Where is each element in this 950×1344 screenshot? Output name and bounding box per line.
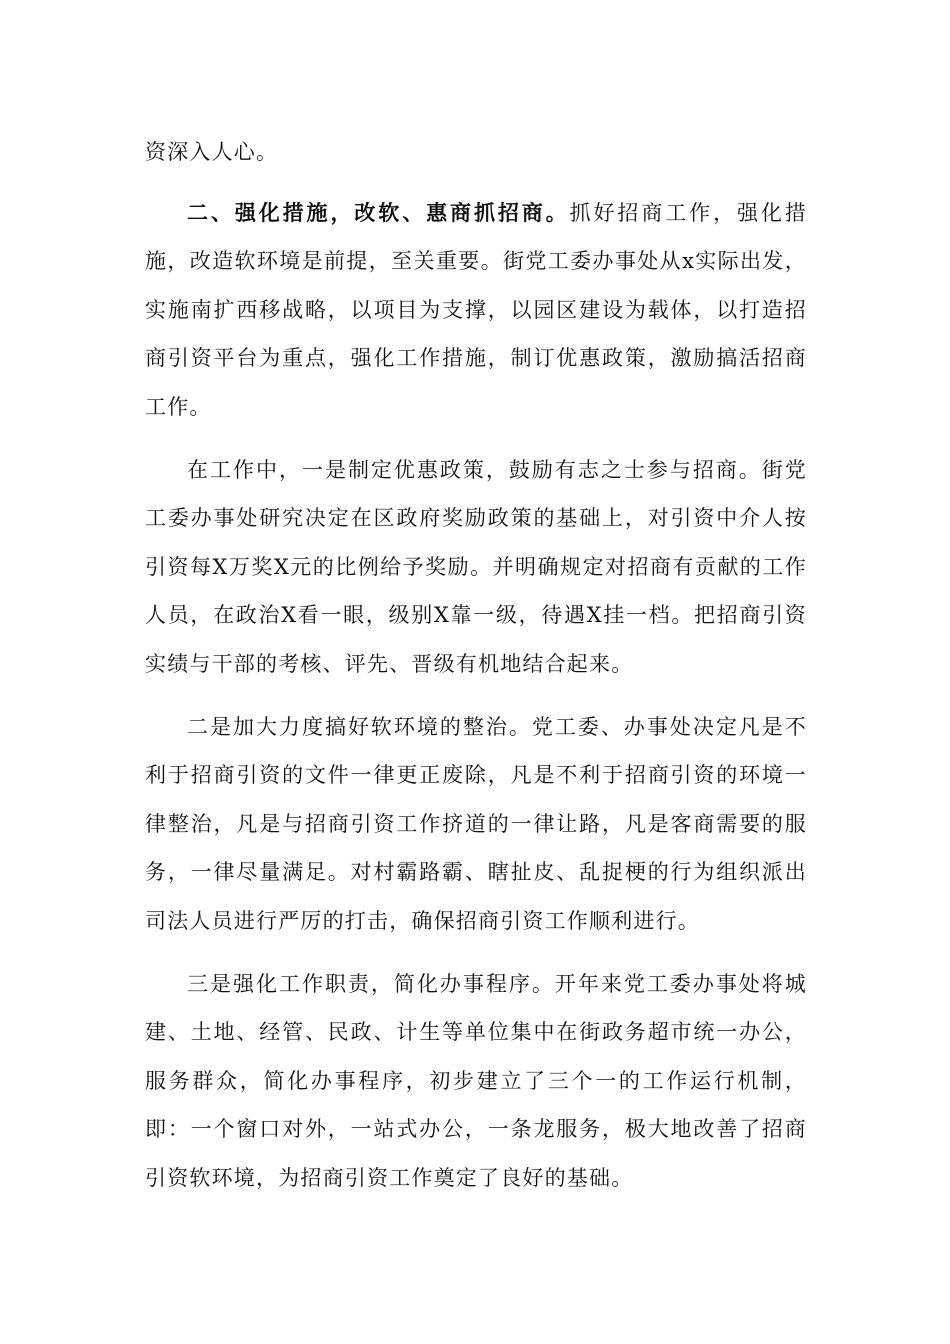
section-2-heading: 二、强化措施，改软、惠商抓招商。 [187,199,570,225]
measure-2-paragraph: 二是加大力度搞好软环境的整治。党工委、办事处决定凡是不利于招商引资的文件一律更正废除，凡是不利于招商引资的环境一律整治，凡是与招商引资工作挤道的一律让路，凡是客商需要的服务，一律尽量满足。对村霸路霸、瞎扯皮、乱捉梗的行为组织派出司法人员进行严厉的打击，确保招商引资工作顺利进行。 [145,714,807,933]
measure-1-paragraph: 在工作中，一是制定优惠政策，鼓励有志之士参与招商。街党工委办事处研究决定在区政府奖励政策的基础上，对引资中介人按引资每X万奖X元的比例给予奖励。并明确规定对招商有贡献的工作人员，在政治X看一眼，级别X靠一级，待遇X挂一档。把招商引资实绩与干部的考核、评先、晋级有机地结合起来。 [145,457,807,676]
section-2-body: 抓好招商工作，强化措施，改造软环境是前提，至关重要。街党工委办事处从x实际出发，实施南扩西移战略，以项目为支撑，以园区建设为载体，以打造招商引资平台为重点，强化工作措施，制订优惠政策，激励搞活招商工作。 [145,200,807,419]
measure-3-paragraph: 三是强化工作职责，简化办事程序。开年来党工委办事处将城建、土地、经管、民政、计生等单位集中在街政务超市统一办公，服务群众，简化办事程序，初步建立了三个一的工作运行机制，即：一个窗口对外，一站式办公，一条龙服务，极大地改善了招商引资软环境，为招商引资工作奠定了良好的基础。 [145,971,807,1190]
section-2-paragraph [145,189,807,432]
document-page [145,128,807,1216]
continuation-paragraph: 资深入人心。 [145,140,279,164]
